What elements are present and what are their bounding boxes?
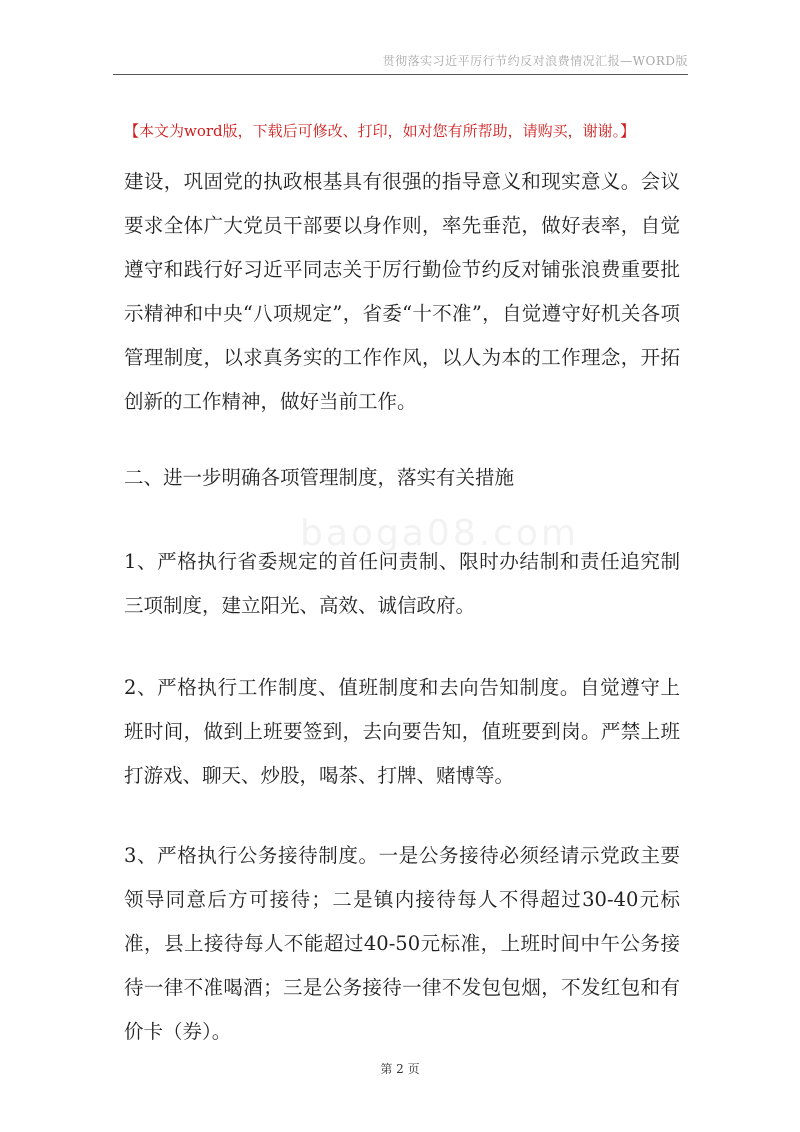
paragraph-intro: 建设，巩固党的执政根基具有很强的指导意义和现实意义。会议要求全体广大党员干部要以身作则，率先垂范，做好表率，自觉遵守和践行好习近平同志关于厉行勤俭节约反对铺张浪费重要批示精神和中央“八项规定”，省委“十不准”，自觉遵守好机关各项管理制度，以求真务实的工作作风，以人为本的工作理念，开拓创新的工作精神，做好当前工作。 xyxy=(124,170,680,413)
header-title: 贯彻落实习近平厉行节约反对浪费情况汇报—WORD版 xyxy=(382,54,688,68)
page-number: 第 2 页 xyxy=(380,1062,420,1076)
header-rule xyxy=(113,74,688,75)
paragraph-item-2: 2、严格执行工作制度、值班制度和去向告知制度。自觉遵守上班时间，做到上班要签到，去向要告知，值班要到岗。严禁上班打游戏、聊天、炒股，喝茶、打牌、赌博等。 xyxy=(124,676,680,787)
watermark: baoga08.com xyxy=(300,513,579,554)
paragraph-item-1: 1、严格执行省委规定的首任问责制、限时办结制和责任追究制三项制度，建立阳光、高效、诚信政府。 xyxy=(124,550,680,617)
section-heading: 二、进一步明确各项管理制度，落实有关措施 xyxy=(124,466,515,489)
paragraph-item-3: 3、严格执行公务接待制度。一是公务接待必须经请示党政主要领导同意后方可接待；二是镇内接待每人不得超过30-40元标准，县上接待每人不能超过40-50元标准，上班时间中午公务接待一律不准喝酒；三是公务接待一律不发包包烟，不发红包和有价卡（券）。 xyxy=(124,844,680,1043)
purchase-notice: 【本文为word版，下载后可修改、打印，如对您有所帮助，请购买，谢谢。】 xyxy=(124,122,636,140)
